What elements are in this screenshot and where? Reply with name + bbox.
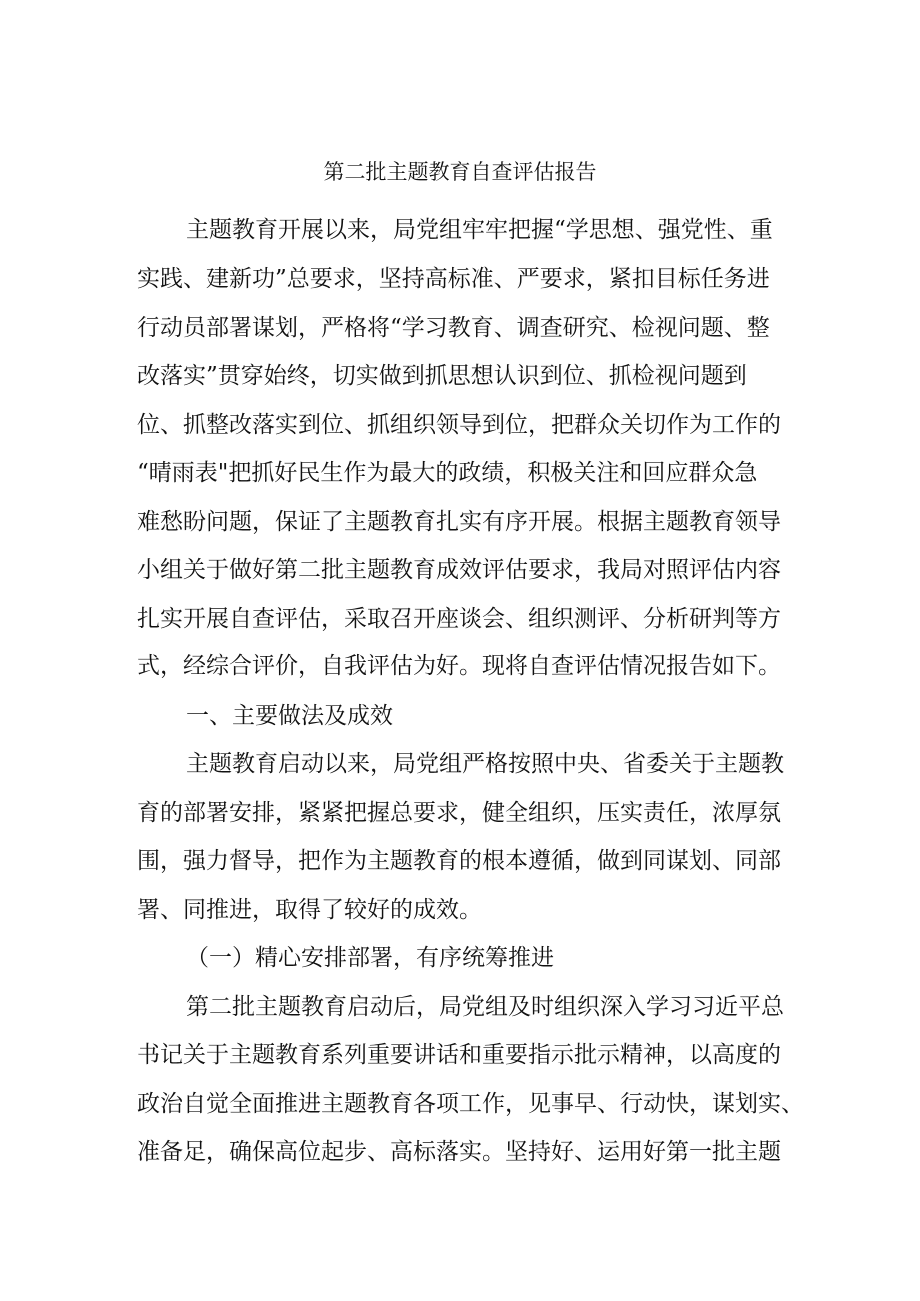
body-line: 位、抓整改落实到位、抓组织领导到位，把群众关切作为工作的 (137, 412, 781, 438)
document-title: 第二批主题教育自查评估报告 (323, 160, 597, 184)
body-line: 主题教育开展以来，局党组牢牢把握“学思想、强党性、重 (186, 217, 773, 243)
body-line: “晴雨表"把抓好民生作为最大的政绩，积极关注和回应群众急 (137, 460, 758, 486)
body-line: 准备足，确保高位起步、高标落实。坚持好、运用好第一批主题 (137, 1139, 781, 1165)
body-line: 政治自觉全面推进主题教育各项工作，见事早、行动快，谋划实、 (137, 1091, 804, 1117)
body-line: 第二批主题教育启动后，局党组及时组织深入学习习近平总 (186, 994, 784, 1020)
body-line: 改落实”贯穿始终，切实做到抓思想认识到位、抓检视问题到 (137, 363, 747, 389)
body-line: 难愁盼问题，保证了主题教育扎实有序开展。根据主题教育领导 (137, 509, 781, 535)
body-line: 小组关于做好第二批主题教育成效评估要求，我局对照评估内容 (137, 557, 781, 583)
body-line: 式，经综合评价，自我评估为好。现将自查评估情况报告如下。 (137, 653, 781, 679)
body-line: 书记关于主题教育系列重要讲话和重要指示批示精神，以高度的 (137, 1042, 781, 1068)
body-line: 围，强力督导，把作为主题教育的根本遵循，做到同谋划、同部 (137, 848, 781, 874)
body-line: 署、同推进，取得了较好的成效。 (137, 897, 482, 923)
subsection-heading: （一）精心安排部署，有序统筹推进 (186, 945, 554, 971)
body-line: 主题教育启动以来，局党组严格按照中央、省委关于主题教 (186, 751, 784, 777)
body-line: 行动员部署谋划，严格将“学习教育、调查研究、检视问题、整 (137, 315, 770, 341)
body-line: 实践、建新功”总要求，坚持高标准、严要求，紧扣目标任务进 (137, 266, 770, 292)
body-line: 扎实开展自查评估，采取召开座谈会、组织测评、分析研判等方 (137, 606, 781, 632)
section-heading: 一、主要做法及成效 (186, 703, 393, 729)
body-line: 育的部署安排，紧紧把握总要求，健全组织，压实责任，浓厚氛 (137, 800, 781, 826)
